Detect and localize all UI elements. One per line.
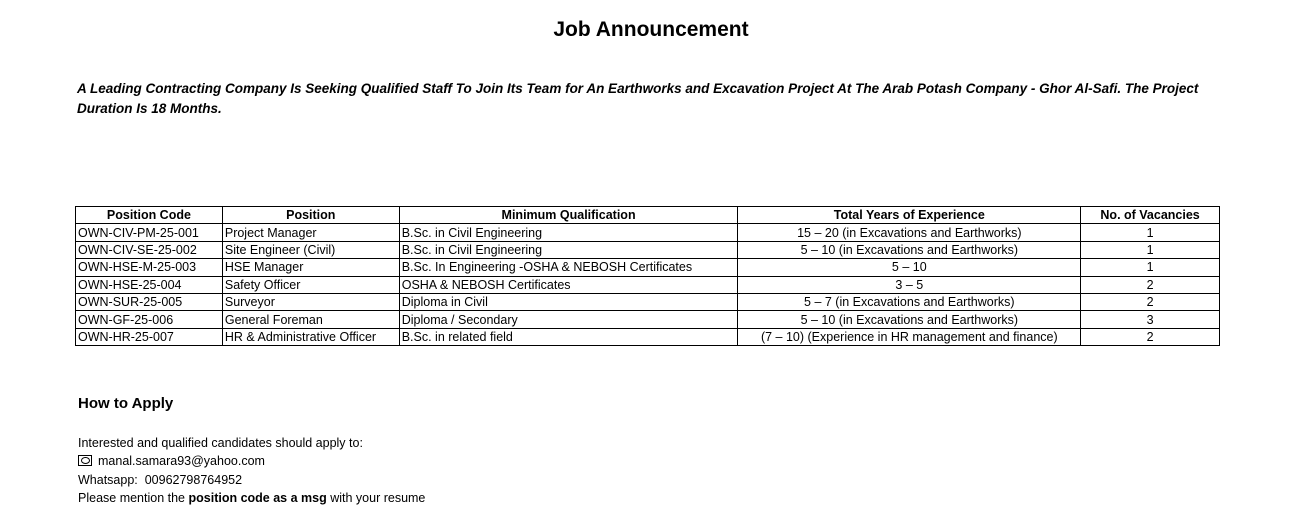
table-row [76,276,1220,293]
intro-paragraph: A Leading Contracting Company Is Seeking Qualified Staff To Join Its Team for An Earthworks and Excavation Project At The Arab Potash Company - Ghor Al-Safi. The Project Duration Is 18 Months. [77,81,1199,116]
qualification-cell: B.Sc. in related field [399,328,738,345]
vacancies-cell: 1 [1081,224,1220,241]
experience-cell: 5 – 10 (in Excavations and Earthworks) [738,311,1081,328]
qualification-cell: Diploma in Civil [399,293,738,310]
experience-cell: 5 – 10 (in Excavations and Earthworks) [738,241,1081,258]
note-prefix: Please mention the [78,490,189,505]
position-cell: Safety Officer [222,276,399,293]
position-code-cell: OWN-SUR-25-005 [76,293,223,310]
email-line [78,452,425,470]
experience-cell: 5 – 10 [738,259,1081,276]
whatsapp-label: Whatsapp: [78,472,138,487]
position-cell: HSE Manager [222,259,399,276]
vacancies-cell: 3 [1081,311,1220,328]
table-row [76,328,1220,345]
table-row [76,259,1220,276]
column-header-total-experience: Total Years of Experience [738,207,1081,224]
experience-cell: (7 – 10) (Experience in HR management and finance) [738,328,1081,345]
vacancies-cell: 1 [1081,241,1220,258]
table-row [76,224,1220,241]
whatsapp-number: 00962798764952 [144,472,243,487]
position-cell: HR & Administrative Officer [222,328,399,345]
note-bold: position code as a msg [188,490,327,505]
position-code-cell: OWN-HSE-25-004 [76,276,223,293]
table-row [76,241,1220,258]
position-code-cell: OWN-CIV-PM-25-001 [76,224,223,241]
column-header-position: Position [222,207,399,224]
jobs-table [75,206,1220,346]
experience-cell: 3 – 5 [738,276,1081,293]
position-cell: Project Manager [222,224,399,241]
qualification-cell: B.Sc. in Civil Engineering [399,224,738,241]
table-row [76,293,1220,310]
experience-cell: 5 – 7 (in Excavations and Earthworks) [738,293,1081,310]
note-suffix: with your resume [326,490,426,505]
column-header-minimum-qualification: Minimum Qualification [399,207,738,224]
how-to-apply-heading: How to Apply [78,395,174,412]
mail-icon [78,455,92,466]
position-code-cell: OWN-HSE-M-25-003 [76,259,223,276]
page-title: Job Announcement [553,18,749,41]
experience-cell: 15 – 20 (in Excavations and Earthworks) [738,224,1081,241]
position-cell: General Foreman [222,311,399,328]
email-link[interactable]: manal.samara93@yahoo.com [98,454,265,469]
position-code-cell: OWN-HR-25-007 [76,328,223,345]
vacancies-cell: 2 [1081,276,1220,293]
position-code-cell: OWN-GF-25-006 [76,311,223,328]
vacancies-cell: 1 [1081,259,1220,276]
position-cell: Surveyor [222,293,399,310]
position-cell: Site Engineer (Civil) [222,241,399,258]
column-header-position-code: Position Code [76,207,223,224]
whatsapp-line [78,471,425,489]
qualification-cell: B.Sc. In Engineering -OSHA & NEBOSH Certificates [399,259,738,276]
table-row [76,311,1220,328]
qualification-cell: B.Sc. in Civil Engineering [399,241,738,258]
vacancies-cell: 2 [1081,328,1220,345]
position-code-cell: OWN-CIV-SE-25-002 [76,241,223,258]
apply-instructions: Interested and qualified candidates should apply to: [78,436,363,450]
how-to-apply-section [78,434,425,507]
resume-note [78,489,425,507]
qualification-cell: OSHA & NEBOSH Certificates [399,276,738,293]
qualification-cell: Diploma / Secondary [399,311,738,328]
column-header-vacancies: No. of Vacancies [1081,207,1220,224]
table-header-row [76,207,1220,224]
vacancies-cell: 2 [1081,293,1220,310]
